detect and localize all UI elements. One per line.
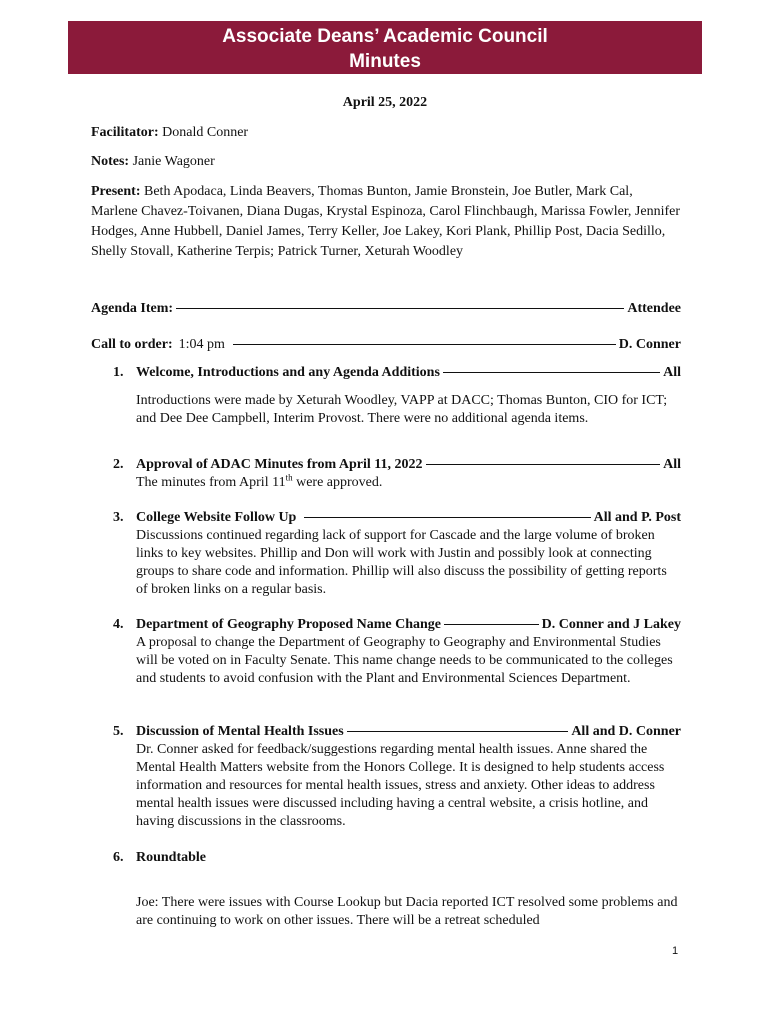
fill-line	[233, 344, 616, 345]
item-number: 2.	[113, 457, 124, 472]
item-body: A proposal to change the Department of Geography to Geography and Environmental Studies will be voted on in Faculty Senate. This name change needs to be communicated to the colleges and students to avoid confusion with the Plant and Environmental Sciences Department.	[136, 635, 673, 686]
item-body: Introductions were made by Xeturah Woodley, VAPP at DACC; Thomas Bunton, CIO for ICT; and Dee Dee Campbell, Interim Provost. There were no additional agenda items.	[136, 393, 668, 426]
item-body	[136, 474, 681, 492]
item-title: College Website Follow Up	[136, 510, 297, 525]
facilitator-value: Donald Conner	[162, 125, 249, 140]
facilitator-line	[91, 124, 248, 142]
attendee-label: Attendee	[627, 301, 681, 316]
agenda-item-label: Agenda Item:	[91, 301, 174, 316]
item-number: 5.	[113, 724, 124, 739]
item-body-text-end: were approved.	[292, 475, 383, 490]
item-attendee: All and P. Post	[593, 510, 681, 525]
page-number: 1	[672, 945, 679, 957]
fill-line	[444, 624, 539, 625]
notes-value: Janie Wagoner	[132, 154, 215, 169]
item-title-row	[136, 509, 681, 527]
facilitator-label: Facilitator:	[91, 125, 159, 140]
item-attendee: All	[663, 457, 681, 472]
item-attendee: D. Conner and J Lakey	[541, 617, 681, 632]
ordinal-suffix: th	[285, 472, 293, 483]
present-value: Beth Apodaca, Linda Beavers, Thomas Bunton, Jamie Bronstein, Joe Butler, Mark Cal, Marlene Chavez-Toivanen, Diana Dugas, Krystal Espinoza, Carol Flinchbaugh, Marissa Fowler, Jennifer Hodges, Anne Hubbell, Daniel James, Terry Keller, Joe Lakey, Kori Plank, Phillip Post, Dacia Sedillo, Shelly Stovall, Katherine Terpis; Patrick Turner, Xeturah Woodley	[91, 184, 681, 259]
item-title-row	[136, 616, 681, 634]
call-to-order-label: Call to order:	[91, 337, 173, 352]
document-subtitle: Minutes	[349, 51, 421, 72]
item-title: Roundtable	[136, 850, 207, 865]
item-title: Approval of ADAC Minutes from April 11, 2022	[136, 457, 423, 472]
document-title: Associate Deans’ Academic Council	[222, 26, 548, 47]
agenda-header-row	[91, 300, 681, 318]
fill-line	[176, 308, 624, 309]
fill-line	[443, 372, 660, 373]
item-body: Dr. Conner asked for feedback/suggestions regarding mental health issues. Anne shared the Mental Health Matters website from the Honors College. It is designed to help students access information and resources for mental health issues, stress and anxiety. Other ideas to address mental health issues were discussed including having a central website, a crisis hotline, and having discussions in the classrooms.	[136, 742, 665, 829]
call-to-order-time: 1:04 pm	[178, 337, 225, 352]
fill-line	[304, 517, 590, 518]
item-number: 3.	[113, 510, 124, 525]
item-title: Department of Geography Proposed Name Change	[136, 617, 441, 632]
title-banner	[68, 21, 702, 74]
item-title-row	[136, 723, 681, 741]
item-body: Discussions continued regarding lack of support for Cascade and the large volume of broken links to key websites. Phillip and Don will work with Justin and possibly look at connecting groups to share code and information. Phillip will also discuss the possibility of getting reports of broken links on a regular basis.	[136, 528, 667, 597]
item-number: 6.	[113, 850, 124, 865]
call-to-order-attendee: D. Conner	[618, 337, 681, 352]
fill-line	[347, 731, 569, 732]
item-body-text: The minutes from April 11	[136, 475, 286, 490]
item-number: 4.	[113, 617, 124, 632]
item-attendee: All and D. Conner	[571, 724, 681, 739]
item-attendee: All	[663, 365, 681, 380]
notes-label: Notes:	[91, 154, 130, 169]
call-to-order-row	[91, 336, 681, 354]
item-title-row	[136, 364, 681, 382]
meeting-date: April 25, 2022	[342, 95, 428, 110]
present-label: Present:	[91, 184, 141, 199]
item-title: Welcome, Introductions and any Agenda Additions	[136, 365, 440, 380]
item-number: 1.	[113, 365, 124, 380]
notes-line	[91, 153, 215, 171]
fill-line	[426, 464, 661, 465]
item-title-row	[136, 456, 681, 474]
present-paragraph	[91, 182, 681, 262]
item-body: Joe: There were issues with Course Lookup but Dacia reported ICT resolved some problems and are continuing to work on other issues. There will be a retreat scheduled	[136, 895, 678, 928]
item-title: Discussion of Mental Health Issues	[136, 724, 344, 739]
